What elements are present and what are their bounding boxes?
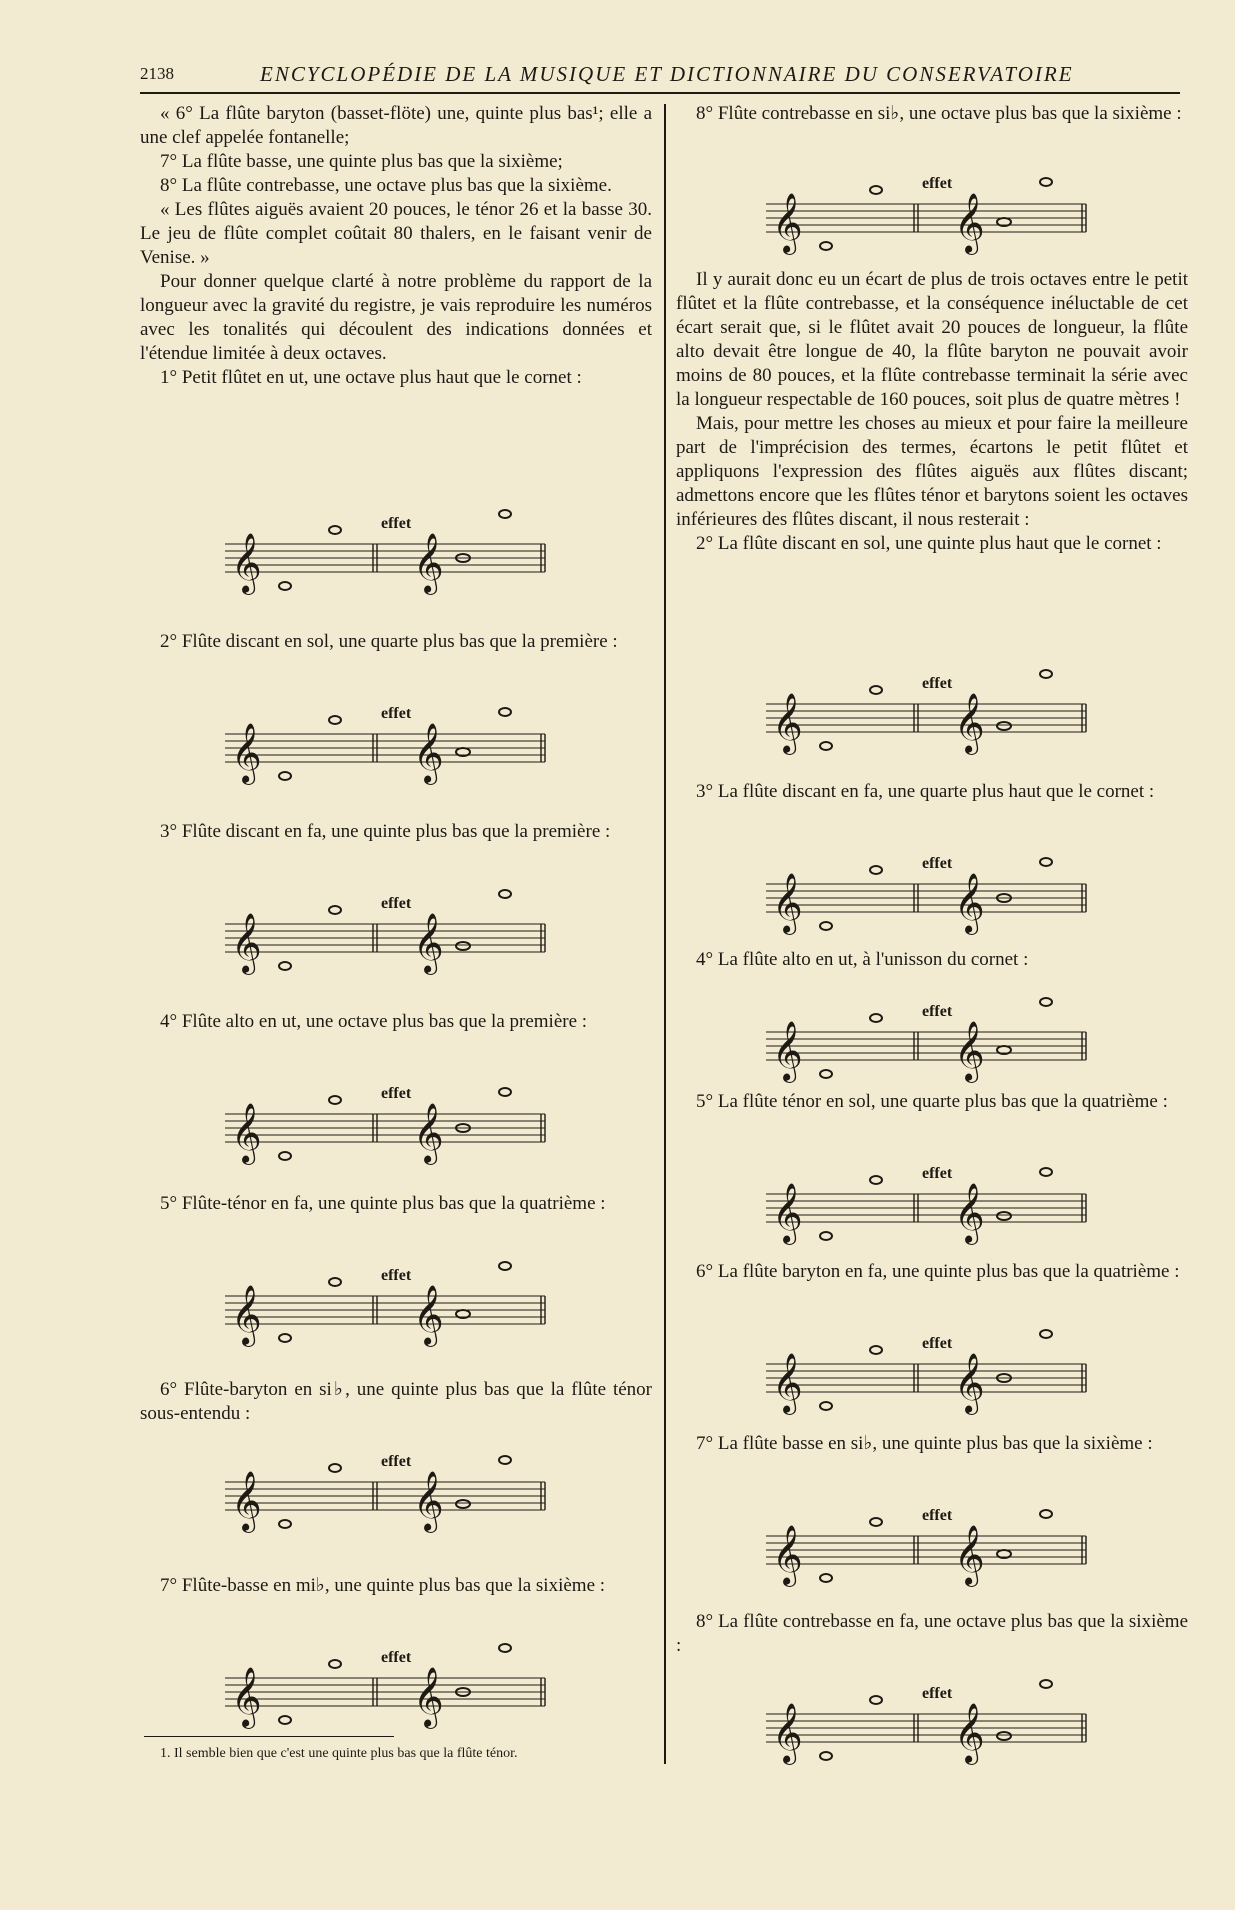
treble-clef: 𝄞	[954, 1525, 985, 1585]
staff-notation	[225, 684, 555, 794]
note	[1040, 1510, 1052, 1518]
item-caption: 5° Flûte-ténor en fa, une quinte plus bas que la quatrième :	[160, 1193, 606, 1214]
note	[279, 1334, 291, 1342]
staff-notation	[766, 1486, 1096, 1596]
treble-clef: 𝄞	[954, 1353, 985, 1413]
item-caption: 7° Flûte-basse en mi♭, une quinte plus bas que la sixième :	[160, 1575, 606, 1596]
effet-label: effet	[381, 1267, 412, 1284]
note	[499, 1262, 511, 1270]
intro-paragraph: « Les flûtes aiguës avaient 20 pouces, le ténor 26 et la basse 30. Le jeu de flûte complet coûtait 80 thalers, en le faisant venir de Venise. »	[140, 199, 652, 268]
note	[820, 742, 832, 750]
staff-notation	[766, 1314, 1096, 1424]
treble-clef: 𝄞	[413, 1103, 444, 1163]
music-example	[766, 1144, 1096, 1254]
note	[279, 962, 291, 970]
treble-clef: 𝄞	[772, 873, 803, 933]
treble-clef: 𝄞	[413, 723, 444, 783]
item-caption: 6° La flûte baryton en fa, une quinte plus bas que la quatrième :	[696, 1261, 1180, 1282]
effet-label: effet	[922, 675, 953, 692]
music-example	[766, 1664, 1096, 1774]
note	[279, 582, 291, 590]
note	[870, 866, 882, 874]
note	[870, 1176, 882, 1184]
item-caption: 5° La flûte ténor en sol, une quarte plus bas que la quatrième :	[696, 1091, 1168, 1112]
note	[329, 716, 341, 724]
music-example	[225, 1628, 555, 1738]
music-example	[225, 1064, 555, 1174]
note	[279, 1716, 291, 1724]
note	[870, 1696, 882, 1704]
music-example	[225, 494, 555, 604]
note	[329, 906, 341, 914]
treble-clef: 𝄞	[772, 1183, 803, 1243]
item-caption: 7° La flûte basse en si♭, une quinte plus bas que la sixième :	[696, 1433, 1153, 1454]
note	[329, 1660, 341, 1668]
note	[499, 708, 511, 716]
item-caption: 3° Flûte discant en fa, une quinte plus bas que la première :	[160, 821, 611, 842]
body-text	[676, 268, 1188, 556]
treble-clef: 𝄞	[772, 1703, 803, 1763]
music-example	[225, 1432, 555, 1542]
page-header	[140, 62, 1180, 94]
note	[1040, 1680, 1052, 1688]
treble-clef: 𝄞	[954, 193, 985, 253]
item-caption: 6° Flûte-baryton en si♭, une quinte plus bas que la flûte ténor sous-entendu :	[140, 1379, 652, 1424]
note	[279, 772, 291, 780]
note	[1040, 670, 1052, 678]
intro-paragraph: 8° La flûte contrebasse, une octave plus bas que la sixième.	[160, 175, 612, 196]
effet-label: effet	[922, 1003, 953, 1020]
treble-clef: 𝄞	[954, 873, 985, 933]
treble-clef: 𝄞	[413, 533, 444, 593]
effet-label: effet	[922, 1507, 953, 1524]
music-example	[766, 834, 1096, 944]
item-caption: 4° La flûte alto en ut, à l'unisson du cornet :	[696, 949, 1029, 970]
effet-label: effet	[922, 1335, 953, 1352]
note	[870, 1518, 882, 1526]
treble-clef: 𝄞	[954, 693, 985, 753]
music-example	[225, 1246, 555, 1356]
item-caption: 1° Petit flûtet en ut, une octave plus haut que le cornet :	[160, 367, 582, 388]
music-example	[225, 874, 555, 984]
item-caption: 2° La flûte discant en sol, une quinte plus haut que le cornet :	[696, 533, 1162, 554]
note	[456, 942, 470, 950]
page-number: 2138	[140, 64, 174, 83]
staff-notation	[225, 1246, 555, 1356]
item-caption: 2° Flûte discant en sol, une quarte plus bas que la première :	[160, 631, 618, 652]
treble-clef: 𝄞	[231, 1471, 262, 1531]
staff-notation	[766, 654, 1096, 764]
music-example	[766, 654, 1096, 764]
note	[329, 1278, 341, 1286]
effet-label: effet	[381, 1085, 412, 1102]
staff-notation	[766, 154, 1096, 264]
footnote: 1. Il semble bien que c'est une quinte plus bas que la flûte ténor.	[160, 1746, 518, 1761]
staff-notation	[225, 1432, 555, 1542]
note	[279, 1520, 291, 1528]
treble-clef: 𝄞	[231, 533, 262, 593]
running-title: ENCYCLOPÉDIE DE LA MUSIQUE ET DICTIONNAIRE DU CONSERVATOIRE	[260, 62, 1074, 86]
treble-clef: 𝄞	[413, 1667, 444, 1727]
note	[279, 1152, 291, 1160]
note	[499, 1456, 511, 1464]
treble-clef: 𝄞	[772, 1525, 803, 1585]
treble-clef: 𝄞	[231, 913, 262, 973]
staff-notation	[225, 1064, 555, 1174]
music-example	[766, 154, 1096, 264]
staff-notation	[225, 874, 555, 984]
intro-text	[140, 102, 652, 390]
effet-label: effet	[922, 855, 953, 872]
staff-notation	[766, 1144, 1096, 1254]
staff-notation	[766, 834, 1096, 944]
effet-label: effet	[922, 175, 953, 192]
staff-notation	[766, 1664, 1096, 1774]
note	[870, 186, 882, 194]
note	[329, 1464, 341, 1472]
intro-paragraph: Pour donner quelque clarté à notre problème du rapport de la longueur avec la gravité du registre, je vais reproduire les numéros avec les tonalités qui découlent des indications données et l'étendue limitée à deux octaves.	[140, 271, 652, 364]
note	[870, 1014, 882, 1022]
effet-label: effet	[381, 705, 412, 722]
note	[1040, 1168, 1052, 1176]
note	[499, 1088, 511, 1096]
note	[1040, 858, 1052, 866]
effet-label: effet	[381, 1453, 412, 1470]
note	[499, 510, 511, 518]
staff-notation	[225, 1628, 555, 1738]
music-example	[766, 1486, 1096, 1596]
footnote-rule	[144, 1736, 394, 1737]
item-caption: 3° La flûte discant en fa, une quarte plus haut que le cornet :	[696, 781, 1155, 802]
body-paragraph: Mais, pour mettre les choses au mieux et pour faire la meilleure part de l'imprécision des termes, écartons le petit flûtet et appliquons l'expression des flûtes aiguës aux flûtes discant; admettons encore que les flûtes ténor et barytons soient les octaves inférieures des flûtes discant, il nous resterait :	[676, 413, 1188, 530]
treble-clef: 𝄞	[772, 193, 803, 253]
effet-label: effet	[381, 515, 412, 532]
note	[1040, 998, 1052, 1006]
staff-notation	[766, 982, 1096, 1092]
note	[1040, 178, 1052, 186]
note	[820, 1402, 832, 1410]
body-paragraph: Il y aurait donc eu un écart de plus de trois octaves entre le petit flûtet et la flûte contrebasse, et la conséquence inéluctable de cet écart serait que, si le flûtet avait 20 pouces de longueur, la flûte alto devait être longue de 40, la flûte baryton ne pouvait avoir moins de 80 pouces, et la flûte contrebasse terminait la série avec la longueur respectable de 160 pouces, soit plus de quatre mètres !	[676, 269, 1188, 410]
treble-clef: 𝄞	[772, 693, 803, 753]
music-example	[766, 982, 1096, 1092]
effet-label: effet	[922, 1685, 953, 1702]
note	[499, 890, 511, 898]
note	[499, 1644, 511, 1652]
item-caption: 8° Flûte contrebasse en si♭, une octave plus bas que la sixième :	[696, 103, 1182, 124]
treble-clef: 𝄞	[954, 1703, 985, 1763]
note	[820, 1070, 832, 1078]
intro-paragraph: 7° La flûte basse, une quinte plus bas que la sixième;	[160, 151, 563, 172]
treble-clef: 𝄞	[231, 1103, 262, 1163]
note	[329, 526, 341, 534]
item-caption: 4° Flûte alto en ut, une octave plus bas que la première :	[160, 1011, 588, 1032]
effet-label: effet	[381, 1649, 412, 1666]
note	[820, 1574, 832, 1582]
treble-clef: 𝄞	[772, 1021, 803, 1081]
treble-clef: 𝄞	[231, 723, 262, 783]
note	[1040, 1330, 1052, 1338]
note	[820, 1752, 832, 1760]
treble-clef: 𝄞	[231, 1285, 262, 1345]
note	[997, 1732, 1011, 1740]
treble-clef: 𝄞	[231, 1667, 262, 1727]
treble-clef: 𝄞	[772, 1353, 803, 1413]
column-divider	[664, 104, 666, 1764]
note	[997, 722, 1011, 730]
treble-clef: 𝄞	[413, 913, 444, 973]
item-caption: 8° La flûte contrebasse en fa, une octave plus bas que la sixième :	[676, 1611, 1188, 1656]
note	[870, 1346, 882, 1354]
music-example	[766, 1314, 1096, 1424]
treble-clef: 𝄞	[954, 1021, 985, 1081]
staff-notation	[225, 494, 555, 604]
music-example	[225, 684, 555, 794]
note	[820, 922, 832, 930]
effet-label: effet	[381, 895, 412, 912]
note	[456, 1500, 470, 1508]
treble-clef: 𝄞	[413, 1471, 444, 1531]
note	[870, 686, 882, 694]
note	[997, 1212, 1011, 1220]
effet-label: effet	[922, 1165, 953, 1182]
note	[820, 242, 832, 250]
treble-clef: 𝄞	[954, 1183, 985, 1243]
treble-clef: 𝄞	[413, 1285, 444, 1345]
note	[329, 1096, 341, 1104]
intro-paragraph: « 6° La flûte baryton (basset-flöte) une, quinte plus bas¹; elle a une clef appelée fontanelle;	[140, 103, 652, 148]
note	[820, 1232, 832, 1240]
